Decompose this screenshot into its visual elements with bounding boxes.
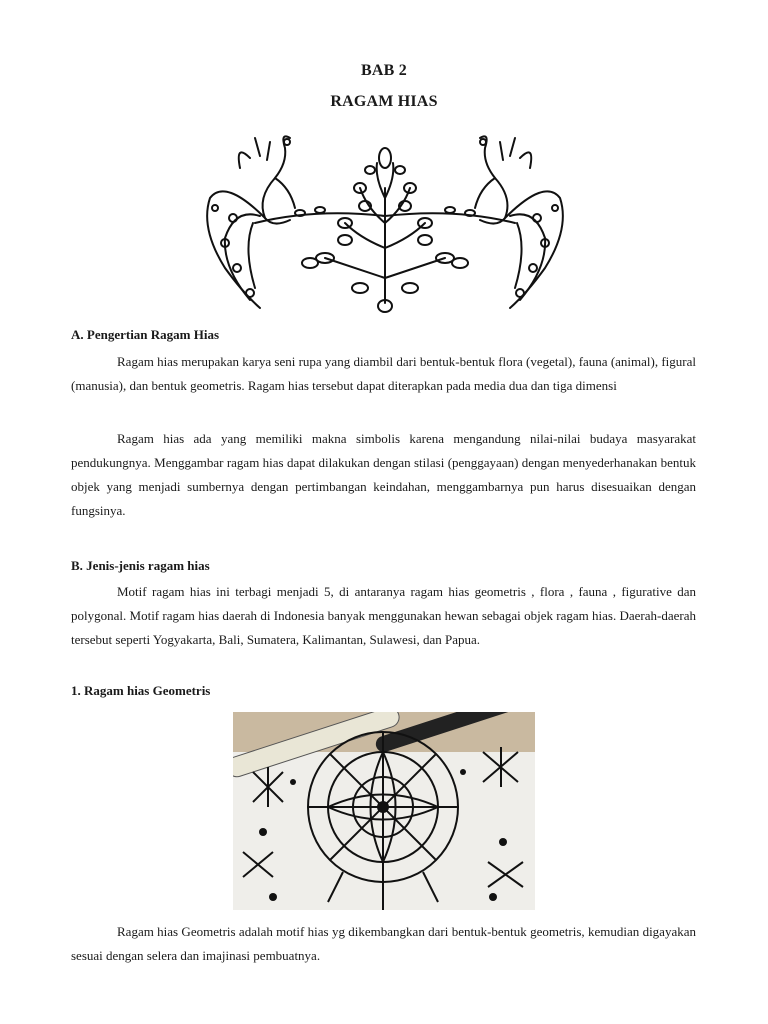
peacock-tree-ornament bbox=[195, 128, 575, 314]
tree-figure bbox=[295, 148, 475, 312]
geometric-ornament-photo bbox=[233, 712, 535, 910]
section-b-heading: B. Jenis-jenis ragam hias bbox=[71, 558, 210, 573]
subsection-1-heading: 1. Ragam hias Geometris bbox=[71, 683, 211, 698]
subsection-1-paragraph-1: Ragam hias Geometris adalah motif hias yg dikembangkan dari bentuk-bentuk geometris, kemudian digayakan sesuai dengan selera dan imajinasi pembuatnya. bbox=[71, 924, 696, 963]
section-a-heading: A. Pengertian Ragam Hias bbox=[71, 327, 220, 342]
right-peacock-figure bbox=[475, 136, 563, 308]
section-b-paragraph-1: Motif ragam hias ini terbagi menjadi 5, di antaranya ragam hias geometris , flora , fauna , figurative dan polygonal. Motif ragam hias daerah di Indonesia banyak menggunakan hewan sebagai objek ragam hias. Daerah-daerah tersebut seperti Yogyakarta, Bali, Sumatera, Kalimantan, Sulawesi, dan Papua. bbox=[71, 584, 696, 647]
page-title: RAGAM HIAS bbox=[330, 93, 438, 110]
section-a-paragraph-2: Ragam hias ada yang memiliki makna simbolis karena mengandung nilai-nilai budaya masyarakat pendukungnya. Menggambar ragam hias dapat dilakukan dengan stilasi (penggayaan) dengan menyederhanakan bentuk objek yang menjadi sumbernya dengan pertimbangan keindahan, menggambarnya pun harus disesuaikan dengan fungsinya. bbox=[71, 431, 696, 518]
section-a-paragraph-1: Ragam hias merupakan karya seni rupa yang diambil dari bentuk-bentuk flora (vegetal), fauna (animal), figural (manusia), dan bentuk geometris. Ragam hias tersebut dapat diterapkan pada media dua dan tiga dimensi bbox=[71, 354, 697, 393]
chapter-label: BAB 2 bbox=[361, 62, 407, 79]
left-peacock-figure bbox=[207, 136, 295, 308]
